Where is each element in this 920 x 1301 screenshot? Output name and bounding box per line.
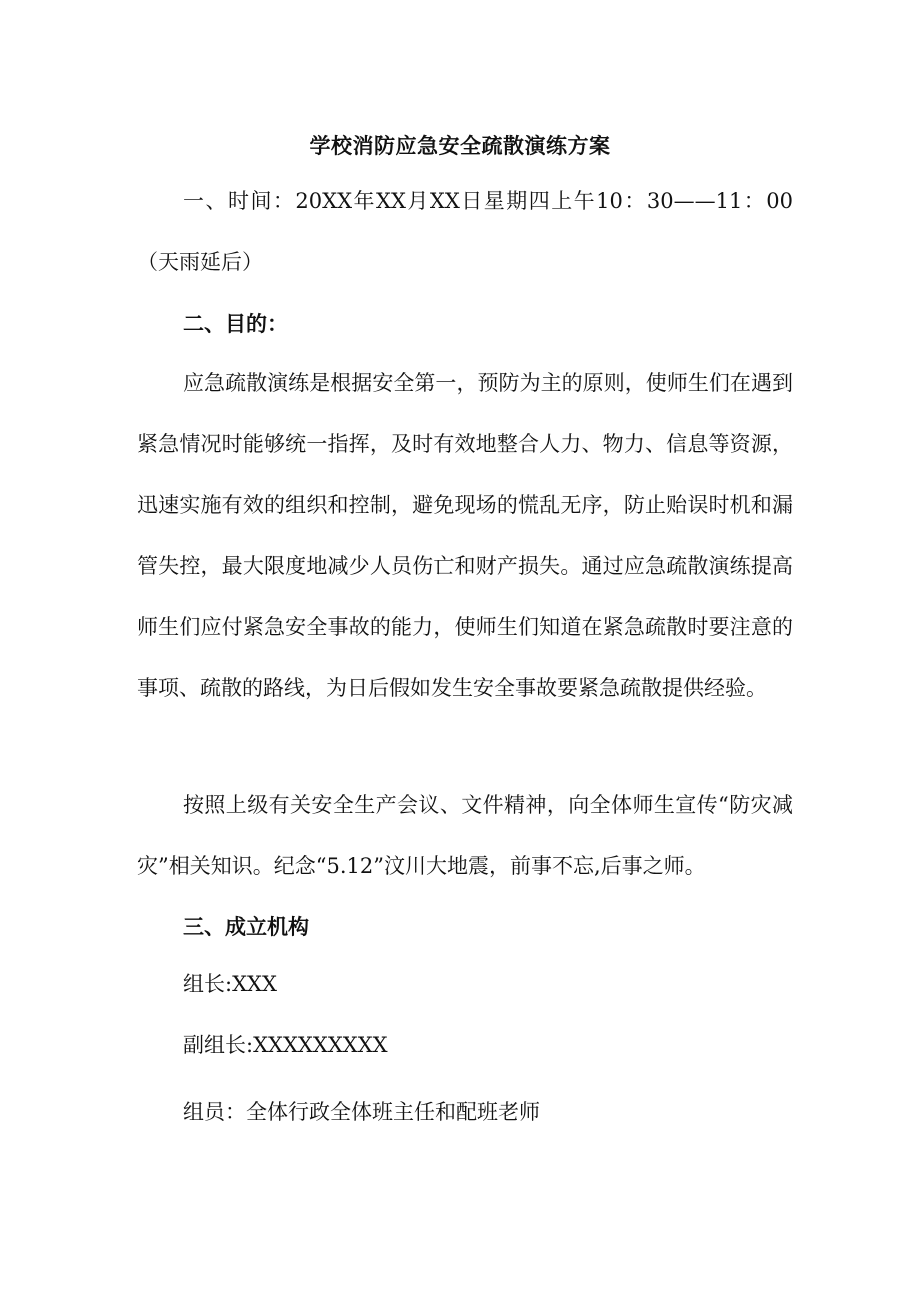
section-organization-heading: 三、成立机构	[183, 914, 309, 939]
section-time: 一、时间：20XX年XX月XX日星期四上午10：30——11：00（天雨延后）	[137, 189, 793, 274]
section-purpose-heading: 二、目的：	[183, 311, 288, 336]
document-title: 学校消防应急安全疏散演练方案	[309, 133, 611, 158]
members-line: 组员：全体行政全体班主任和配班老师	[183, 1100, 540, 1124]
purpose-paragraph-2: 按照上级有关安全生产会议、文件精神，向全体师生宣传“防灾减灾”相关知识。纪念“5.12”汶川大地震，前事不忘,后事之师。	[137, 793, 793, 878]
purpose-paragraph-1: 应急疏散演练是根据安全第一，预防为主的原则，使师生们在遇到紧急情况时能够统一指挥，及时有效地整合人力、物力、信息等资源，迅速实施有效的组织和控制，避免现场的慌乱无序，防止贻误时机和漏管失控，最大限度地减少人员伤亡和财产损失。通过应急疏散演练提高师生们应付紧急安全事故的能力，使师生们知道在紧急疏散时要注意的事项、疏散的路线，为日后假如发生安全事故要紧急疏散提供经验。	[137, 371, 793, 700]
deputy-leader-line: 副组长:XXXXXXXXX	[183, 1033, 388, 1057]
leader-line: 组长:XXX	[183, 972, 277, 996]
